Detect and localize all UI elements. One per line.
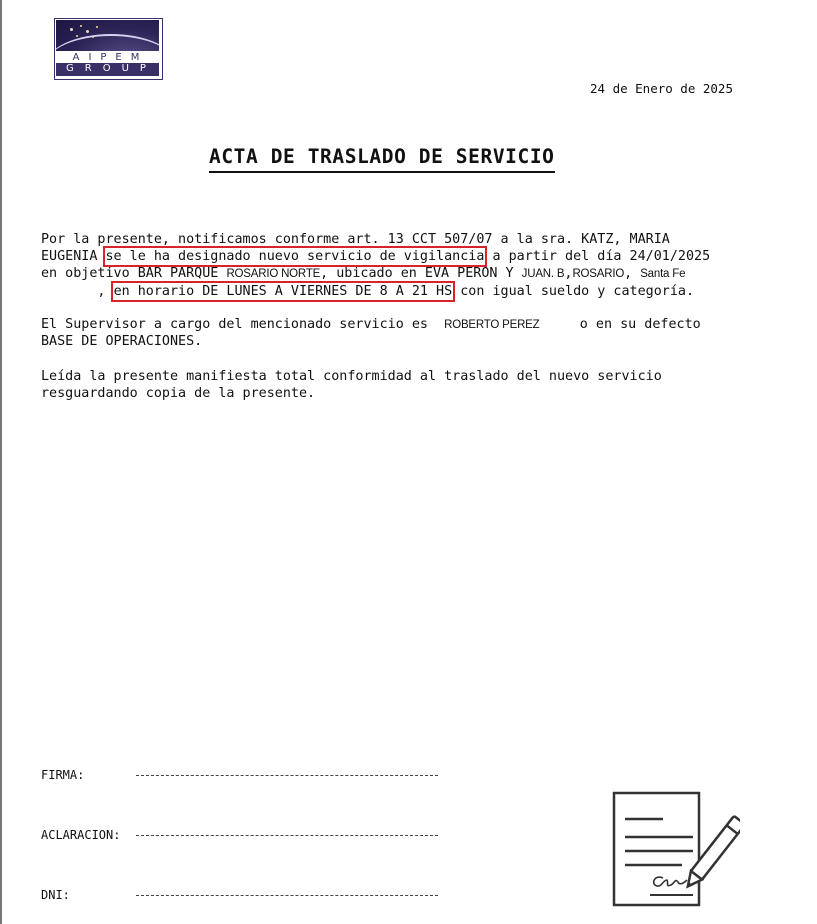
text-segment: El Supervisor a cargo del mencionado servicio es bbox=[41, 317, 445, 332]
company-logo bbox=[54, 18, 163, 80]
paragraph-line bbox=[41, 317, 701, 333]
document-title: ACTA DE TRASLADO DE SERVICIO bbox=[209, 145, 555, 173]
text-segment: en objetivo BAR PARQUE bbox=[41, 266, 227, 281]
filled-supervisor-name: ROBERTO PEREZ bbox=[444, 319, 540, 331]
logo-graphic bbox=[56, 20, 159, 51]
text-segment: o en su defecto bbox=[539, 317, 701, 332]
filled-street: JUAN. B bbox=[521, 268, 565, 280]
text-segment: con igual sueldo y categoría. bbox=[452, 284, 695, 299]
firma-line bbox=[136, 775, 438, 776]
highlighted-schedule-text: en horario DE LUNES A VIERNES DE 8 A 21 HS bbox=[113, 284, 453, 299]
text-segment: a partir del día 24/01/2025 bbox=[484, 249, 711, 264]
highlighted-service-text: se le ha designado nuevo servicio de vigilancia bbox=[105, 249, 485, 264]
dni-line bbox=[136, 895, 438, 896]
filled-objective-name: ROSARIO NORTE bbox=[226, 268, 321, 280]
text-segment: , bbox=[41, 284, 114, 299]
firma-label: FIRMA: bbox=[41, 768, 85, 782]
document-signature-icon bbox=[605, 788, 740, 912]
logo-text: AIPEM bbox=[72, 52, 149, 63]
filled-province: Santa Fe bbox=[640, 268, 686, 280]
paragraph-line bbox=[41, 266, 685, 282]
paragraph-line: Por la presente, notificamos conforme art. 13 CCT 507/07 a la sra. KATZ, MARIA bbox=[41, 232, 670, 247]
text-segment: , bbox=[624, 266, 641, 281]
text-segment: , ubicado en EVA PERON Y bbox=[320, 266, 522, 281]
paragraph-line: resguardando copia de la presente. bbox=[41, 386, 316, 401]
paragraph-line bbox=[41, 249, 710, 265]
document-date: 24 de Enero de 2025 bbox=[590, 81, 733, 96]
text-segment: , bbox=[564, 266, 573, 281]
page-border bbox=[0, 0, 2, 924]
paragraph-line: Leída la presente manifiesta total conformidad al traslado del nuevo servicio bbox=[41, 369, 662, 384]
paragraph-line: BASE DE OPERACIONES. bbox=[41, 334, 203, 349]
dni-label: DNI: bbox=[41, 888, 70, 902]
aclaracion-line bbox=[136, 835, 438, 836]
paragraph-line bbox=[41, 284, 694, 300]
filled-city: ROSARIO bbox=[572, 268, 625, 280]
logo-subtext: GROUP bbox=[56, 63, 159, 76]
text-segment: EUGENIA bbox=[41, 249, 106, 264]
aclaracion-label: ACLARACION: bbox=[41, 828, 121, 842]
